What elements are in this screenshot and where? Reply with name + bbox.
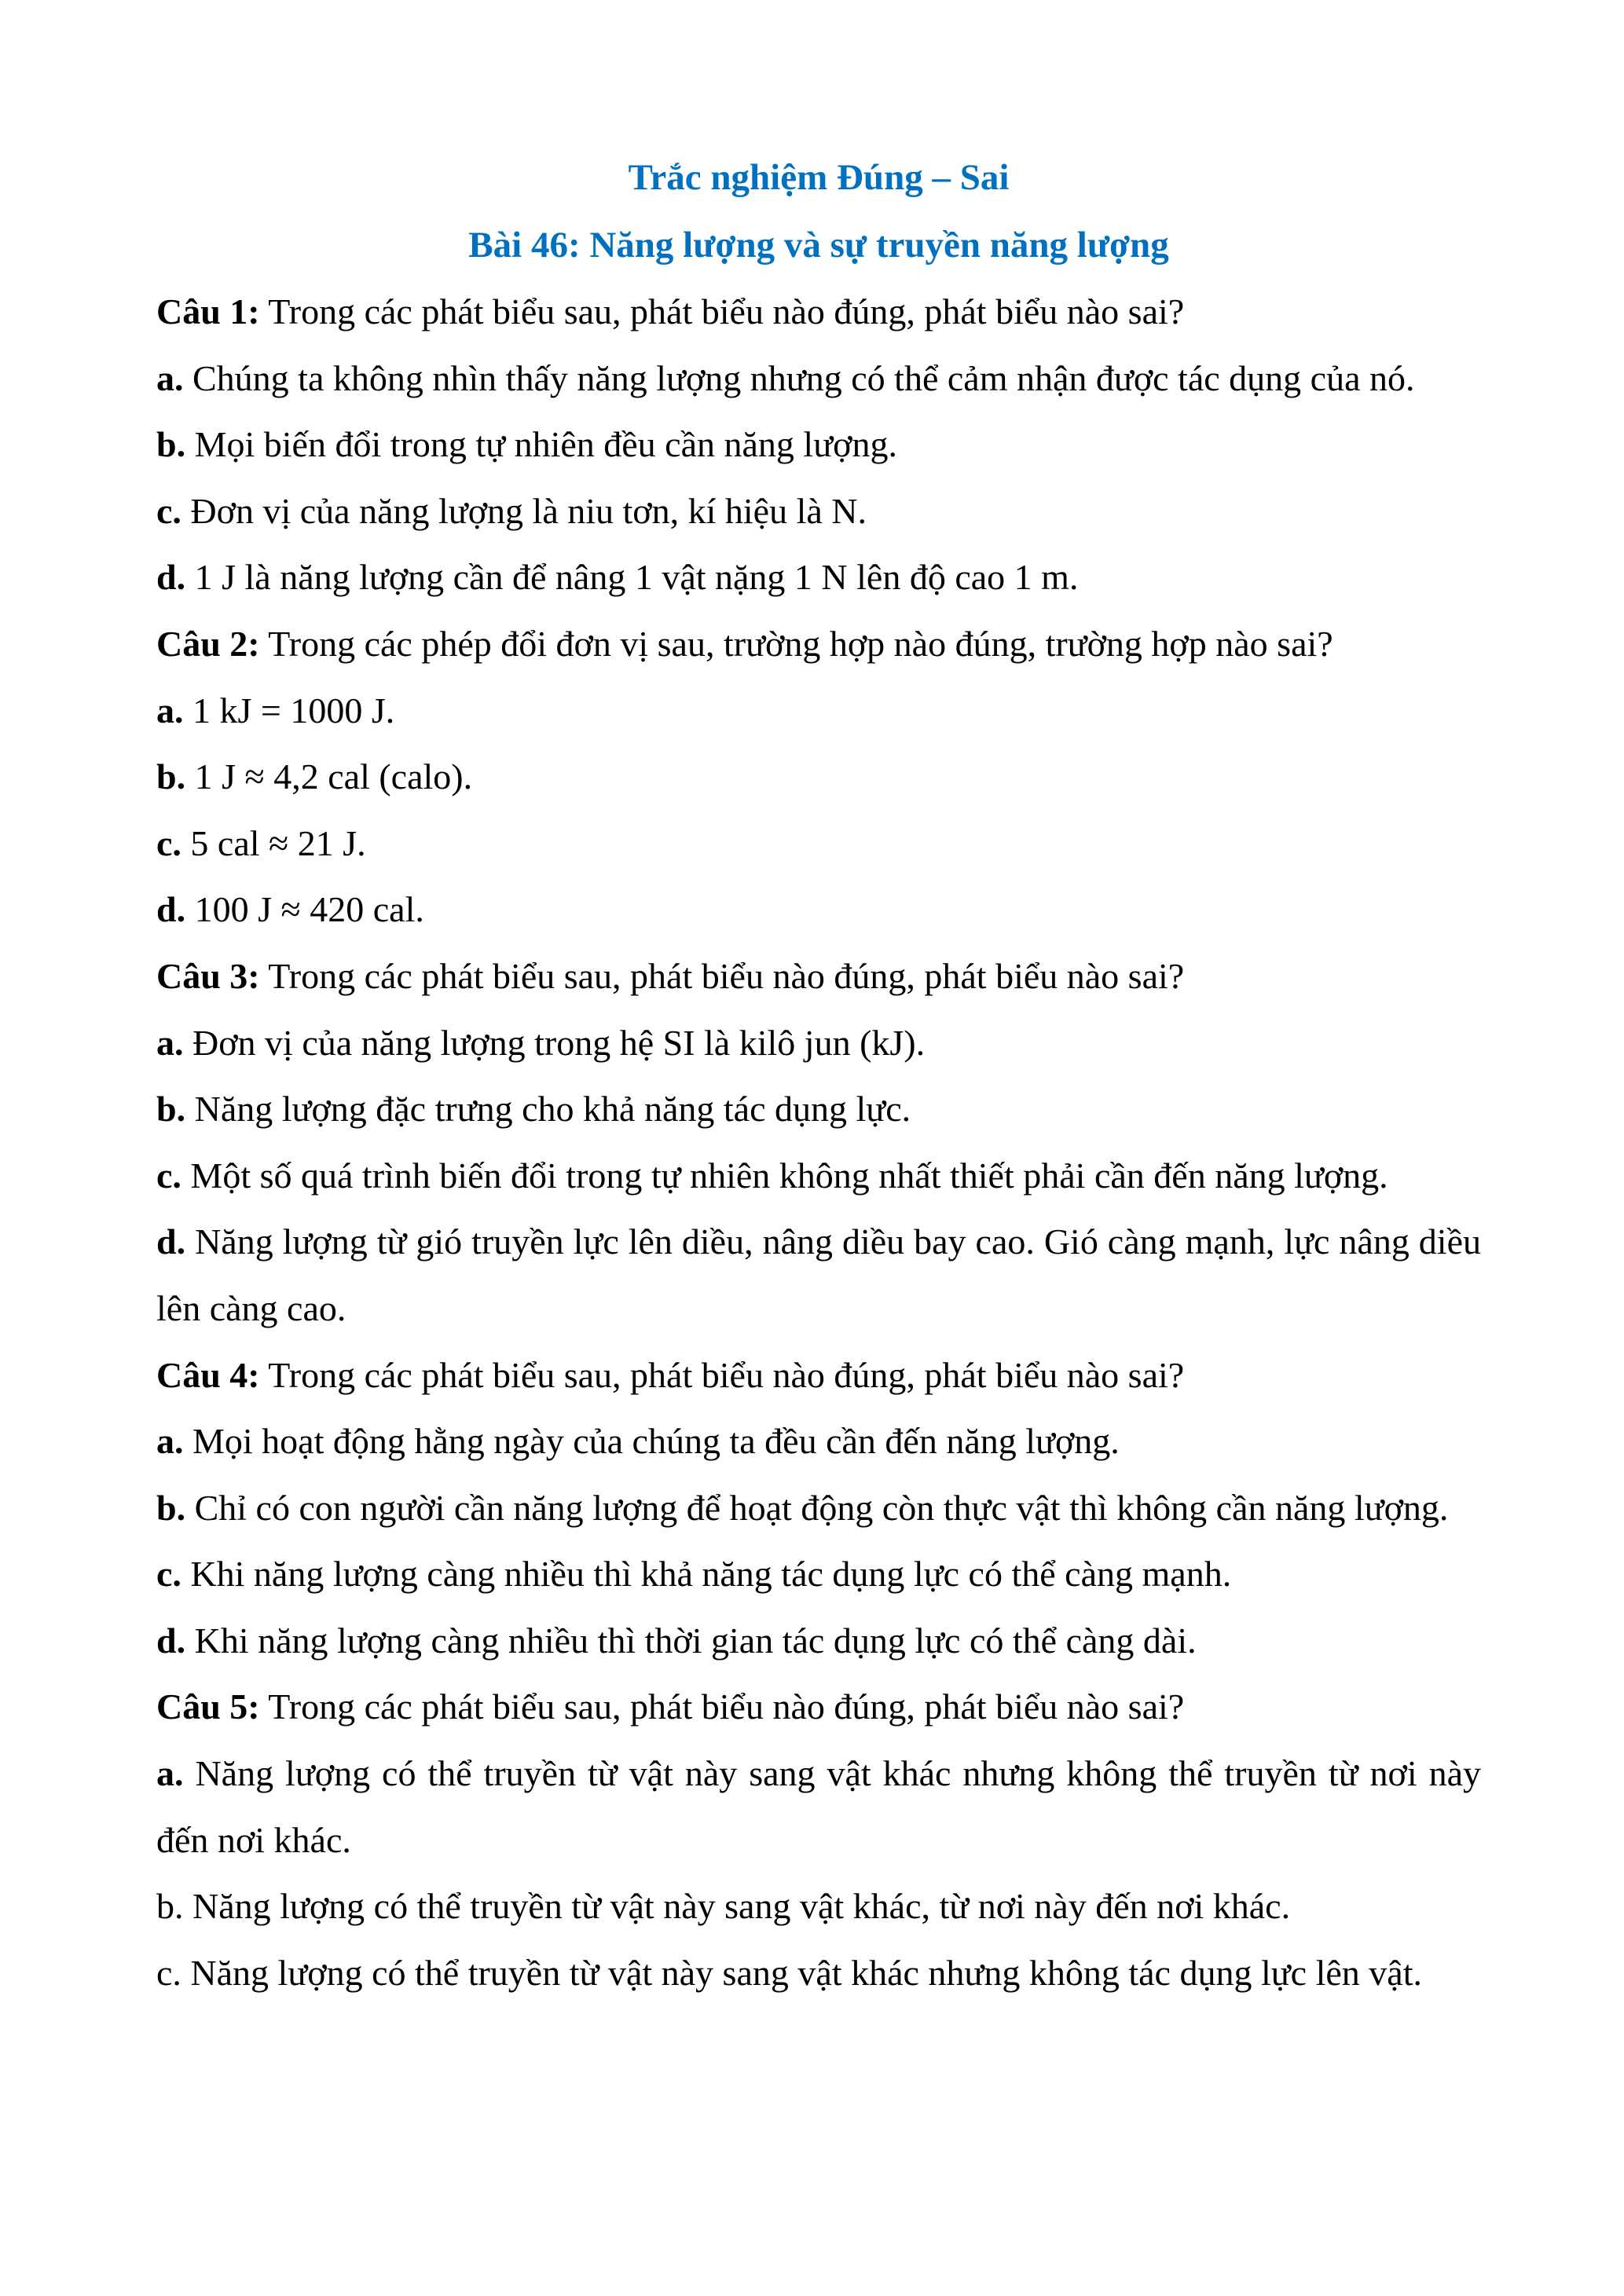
- question-option-label: a.: [156, 357, 184, 398]
- question-option: [156, 1608, 1481, 1675]
- document-page: [156, 144, 1481, 2006]
- question-heading-label: Câu 2:: [156, 623, 260, 664]
- question-heading: [156, 943, 1481, 1010]
- question-option: [156, 412, 1481, 478]
- question-option-label: c: [156, 1952, 173, 1993]
- question-heading: [156, 611, 1481, 678]
- question-option: [156, 744, 1481, 811]
- question-heading-text: Trong các phát biểu sau, phát biểu nào đúng, phát biểu nào sai?: [259, 291, 1185, 331]
- question-heading-label: Câu 4:: [156, 1354, 260, 1395]
- question-option-text: . Năng lượng có thể truyền từ vật này sang vật khác nhưng không tác dụng lực lên vật.: [172, 1952, 1422, 1993]
- question-option-label: c.: [156, 822, 181, 863]
- question-option: [156, 811, 1481, 877]
- question-option: [156, 678, 1481, 745]
- question-option-label: b.: [156, 424, 186, 465]
- question-option-label: a.: [156, 690, 184, 731]
- question-heading-text: Trong các phát biểu sau, phát biểu nào đúng, phát biểu nào sai?: [259, 1686, 1185, 1727]
- question-heading: [156, 1342, 1481, 1409]
- question-option-label: b.: [156, 1487, 186, 1528]
- question-option: [156, 1076, 1481, 1143]
- question-option-label: d.: [156, 1221, 186, 1262]
- question-option-label: c.: [156, 1554, 181, 1595]
- question-option: [156, 1475, 1481, 1542]
- question-heading-text: Trong các phát biểu sau, phát biểu nào đúng, phát biểu nào sai?: [259, 955, 1185, 996]
- question-heading-label: Câu 1:: [156, 291, 260, 331]
- question-option: [156, 1143, 1481, 1210]
- question-option: [156, 346, 1481, 412]
- question-option-text: Năng lượng đặc trưng cho khả năng tác dụng lực.: [185, 1089, 911, 1130]
- question-option-label: d.: [156, 889, 186, 930]
- question-option-text: Khi năng lượng càng nhiều thì thời gian tác dụng lực có thể càng dài.: [185, 1620, 1197, 1661]
- question-option: [156, 1741, 1481, 1873]
- question-option-label: b.: [156, 1089, 186, 1130]
- question-option: [156, 1541, 1481, 1608]
- question-option: [156, 1010, 1481, 1077]
- question-option-text: Đơn vị của năng lượng là niu tơn, kí hiệu là N.: [181, 490, 867, 531]
- question-option: [156, 1873, 1481, 1940]
- question-option-text: Khi năng lượng càng nhiều thì khả năng tác dụng lực có thể càng mạnh.: [181, 1554, 1232, 1595]
- question-option-label: b: [156, 1886, 174, 1927]
- question-option-text: 1 J ≈ 4,2 cal (calo).: [185, 756, 473, 797]
- question-option-text: 1 J là năng lượng cần để nâng 1 vật nặng 1 N lên độ cao 1 m.: [185, 557, 1079, 598]
- question-option: [156, 478, 1481, 545]
- question-option-text: Chúng ta không nhìn thấy năng lượng nhưng có thể cảm nhận được tác dụng của nó.: [183, 357, 1415, 398]
- question-option-label: a.: [156, 1753, 184, 1794]
- question-option-text: Năng lượng từ gió truyền lực lên diều, nâng diều bay cao. Gió càng mạnh, lực nâng diều lên càng cao.: [156, 1221, 1481, 1328]
- question-option-text: Một số quá trình biến đổi trong tự nhiên không nhất thiết phải cần đến năng lượng.: [181, 1155, 1388, 1196]
- question-option-text: Mọi hoạt động hằng ngày của chúng ta đều cần đến năng lượng.: [183, 1421, 1120, 1462]
- question-option: [156, 544, 1481, 611]
- question-option: [156, 877, 1481, 943]
- question-list: [156, 279, 1481, 2006]
- question-option: [156, 1209, 1481, 1342]
- question-heading: [156, 279, 1481, 346]
- question-heading-label: Câu 3:: [156, 955, 260, 996]
- question-option-text: Đơn vị của năng lượng trong hệ SI là kilô jun (kJ).: [183, 1022, 926, 1063]
- question-option-label: d.: [156, 1620, 186, 1661]
- question-option-label: d.: [156, 557, 186, 598]
- document-subtitle: Bài 46: Năng lượng và sự truyền năng lượng: [468, 225, 1169, 265]
- question-option-text: Chỉ có con người cần năng lượng để hoạt động còn thực vật thì không cần năng lượng.: [185, 1487, 1449, 1528]
- question-option-label: a.: [156, 1421, 184, 1462]
- question-option-label: b.: [156, 756, 186, 797]
- question-option-text: 1 kJ = 1000 J.: [183, 690, 395, 731]
- question-option: [156, 1408, 1481, 1475]
- document-title: Trắc nghiệm Đúng – Sai: [628, 157, 1010, 198]
- question-option: [156, 1940, 1481, 2007]
- question-option-text: 5 cal ≈ 21 J.: [181, 822, 366, 863]
- question-option-label: c.: [156, 1155, 181, 1196]
- question-heading: [156, 1674, 1481, 1741]
- question-option-label: a.: [156, 1022, 184, 1063]
- question-heading-text: Trong các phát biểu sau, phát biểu nào đúng, phát biểu nào sai?: [259, 1354, 1185, 1395]
- question-option-text: . Năng lượng có thể truyền từ vật này sang vật khác, từ nơi này đến nơi khác.: [174, 1886, 1291, 1927]
- question-option-label: c.: [156, 490, 181, 531]
- question-option-text: Mọi biến đổi trong tự nhiên đều cần năng lượng.: [185, 424, 897, 465]
- question-option-text: 100 J ≈ 420 cal.: [185, 889, 424, 930]
- question-heading-label: Câu 5:: [156, 1686, 260, 1727]
- question-heading-text: Trong các phép đổi đơn vị sau, trường hợp nào đúng, trường hợp nào sai?: [259, 623, 1333, 664]
- question-option-text: Năng lượng có thể truyền từ vật này sang vật khác nhưng không thể truyền từ nơi này đến nơi khác.: [156, 1753, 1481, 1860]
